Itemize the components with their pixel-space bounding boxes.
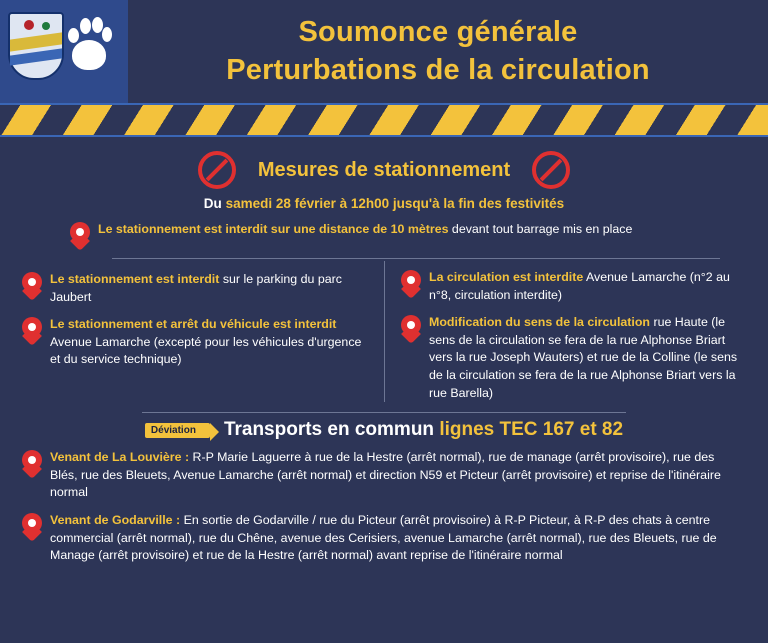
detour-badge: Déviation: [145, 423, 210, 438]
list-item-text: [50, 271, 370, 306]
map-pin-icon: [22, 317, 42, 344]
parking-period-highlight: samedi 28 février à 12h00 jusqu'à la fin des festivités: [225, 196, 565, 211]
list-item-rest: Avenue Lamarche (n°2 au n°8, circulation interdite): [429, 270, 730, 302]
divider: [112, 258, 720, 259]
map-pin-icon: [401, 315, 421, 342]
main-content: [0, 137, 768, 565]
shield-icon: [8, 12, 64, 80]
page-title-line2: Perturbations de la circulation: [226, 53, 650, 86]
paw-pad: [72, 40, 106, 70]
map-pin-icon: [22, 272, 42, 299]
list-item-text: [429, 314, 746, 402]
transport-section-title: [224, 419, 623, 441]
list-item-highlight: La circulation est interdite: [429, 270, 584, 284]
parking-period: [22, 196, 746, 211]
parking-columns: [22, 261, 746, 402]
parking-section-header: [22, 151, 746, 189]
list-item: [70, 221, 716, 249]
parking-column-left: [22, 261, 384, 402]
page-title-line1: Soumonce générale: [298, 16, 578, 49]
parking-period-prefix: Du: [203, 196, 222, 211]
map-pin-icon: [401, 270, 421, 297]
list-item-text: [50, 316, 370, 369]
list-item-text: [50, 512, 722, 565]
list-item: [401, 314, 746, 402]
page-title: [128, 14, 768, 88]
list-item-rest: rue Haute (le sens de la circulation se fera de la rue Alphonse Briart vers la rue Joseph Wauters) et rue de la Colline (le sens de la circulation se fera de la rue Alphonse Briart vers la rue Barella): [429, 315, 738, 400]
paw-toe: [102, 27, 112, 42]
list-item-highlight: Le stationnement est interdit: [50, 272, 220, 286]
map-pin-icon: [22, 450, 42, 477]
map-pin-icon: [70, 222, 90, 249]
list-item-text: [50, 449, 722, 502]
transport-title-yellow: lignes TEC 167 et 82: [439, 419, 624, 441]
paw-toe: [80, 18, 91, 34]
list-item-highlight: Venant de Godarville :: [50, 513, 181, 528]
list-item-text: [429, 269, 746, 304]
paw-toe: [68, 28, 79, 43]
divider: [142, 412, 626, 413]
parking-column-right: [384, 261, 746, 402]
list-item: [22, 512, 722, 565]
list-item-rest: devant tout barrage mis en place: [448, 222, 633, 236]
list-item-rest: En sortie de Godarville / rue du Picteur (arrêt provisoire) à R-P Picteur, à R-P des chats à centre commercial (arrêt normal), rue du Chêne, avenue des Cerisiers, avenue Lamarche (arrêt normal), rue des Bleuets, rue de Manage (arrêt provisoire) et rue de la Hestre (arrêt normal) avant reprise de l'itinéraire normal: [50, 513, 717, 563]
transport-section-header: [22, 419, 746, 441]
list-item-highlight: Modification du sens de la circulation: [429, 315, 650, 330]
list-item: [22, 316, 370, 369]
list-item-rest: Avenue Lamarche (excepté pour les véhicules d'urgence et du service technique): [50, 334, 362, 367]
paw-toe: [92, 17, 103, 33]
shield-charge-red: [24, 20, 34, 30]
paw-icon: [66, 14, 112, 74]
page-header: [0, 0, 768, 103]
parking-section-title: Mesures de stationnement: [257, 158, 511, 181]
shield-charge-green: [42, 22, 50, 30]
list-item: [22, 449, 722, 502]
list-item-highlight: Venant de La Louvière :: [50, 450, 190, 465]
no-parking-icon: [532, 151, 570, 189]
coat-of-arms: [0, 0, 128, 103]
shield-band-blue: [10, 48, 62, 65]
list-item-highlight: Le stationnement est interdit sur une distance de 10 mètres: [98, 222, 449, 236]
hazard-stripe-divider: [0, 103, 768, 137]
list-item: [22, 271, 370, 306]
map-pin-icon: [22, 513, 42, 540]
list-item-rest: sur le parking du parc Jaubert: [50, 272, 342, 304]
transport-title-white: Transports en commun: [223, 419, 440, 441]
list-item-highlight: Le stationnement et arrêt du véhicule est interdit: [50, 317, 337, 332]
no-parking-icon: [198, 151, 236, 189]
list-item-text: [98, 221, 632, 239]
list-item: [401, 269, 746, 304]
list-item-rest: R-P Marie Laguerre à rue de la Hestre (arrêt normal), rue de manage (arrêt provisoire), rue des Blés, rue des Bleuets, Avenue Lamarche (arrêt normal) et direction N59 et Picteur (arrêt provisoire) et reprise de l'itinéraire normal: [50, 450, 721, 500]
